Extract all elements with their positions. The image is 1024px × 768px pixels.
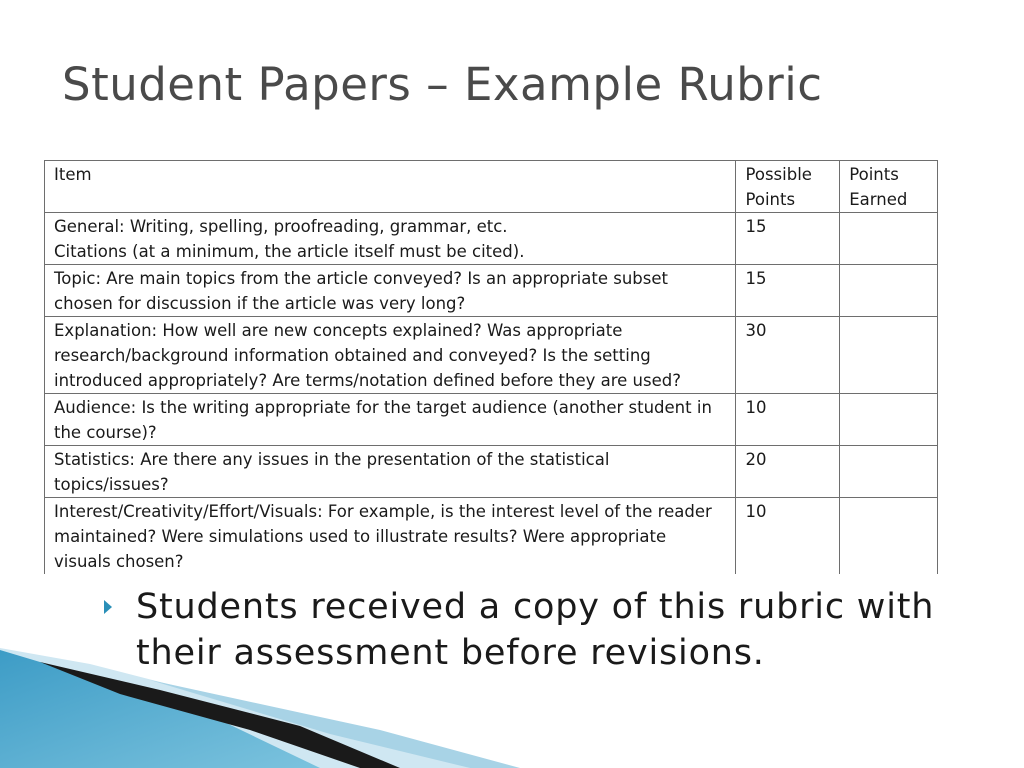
description-line: introduced appropriately? Are terms/notation defined before they are used? <box>54 371 681 390</box>
description-line: topics/issues? <box>54 475 169 494</box>
description-line: Topic: Are main topics from the article conveyed? Is an appropriate subset <box>54 269 668 288</box>
possible-points-cell: 10 <box>736 498 840 575</box>
slide-title: Student Papers – Example Rubric <box>62 58 823 111</box>
possible-points-cell: 10 <box>736 394 840 446</box>
description-line: Statistics: Are there any issues in the presentation of the statistical <box>54 450 610 469</box>
header-possible-line: Possible <box>745 165 812 184</box>
description-line: General: Writing, spelling, proofreading, grammar, etc. <box>54 217 508 236</box>
description-line: chosen for discussion if the article was very long? <box>54 294 466 313</box>
description-line: Citations (at a minimum, the article itself must be cited). <box>54 242 525 261</box>
possible-points-cell: 15 <box>736 213 840 265</box>
bullet-line: their assessment before revisions. <box>136 633 765 673</box>
bullet-line: Students received a copy of this rubric with <box>136 587 935 627</box>
possible-points-cell: 20 <box>736 446 840 498</box>
description-line: the course)? <box>54 423 157 442</box>
header-item-label: Item <box>54 165 92 184</box>
possible-points-cell: 30 <box>736 317 840 394</box>
header-earned-line: Earned <box>849 190 908 209</box>
header-possible-line: Points <box>745 190 796 209</box>
description-line: visuals chosen? <box>54 552 184 571</box>
description-line: research/background information obtained and conveyed? Is the setting <box>54 346 651 365</box>
description-line: maintained? Were simulations used to illustrate results? Were appropriate <box>54 527 667 546</box>
description-line: Explanation: How well are new concepts explained? Was appropriate <box>54 321 623 340</box>
possible-points-cell: 15 <box>736 265 840 317</box>
header-earned-line: Points <box>849 165 899 184</box>
description-line: Audience: Is the writing appropriate for the target audience (another student in <box>54 398 712 417</box>
description-line: Interest/Creativity/Effort/Visuals: For example, is the interest level of the reader <box>54 502 712 521</box>
